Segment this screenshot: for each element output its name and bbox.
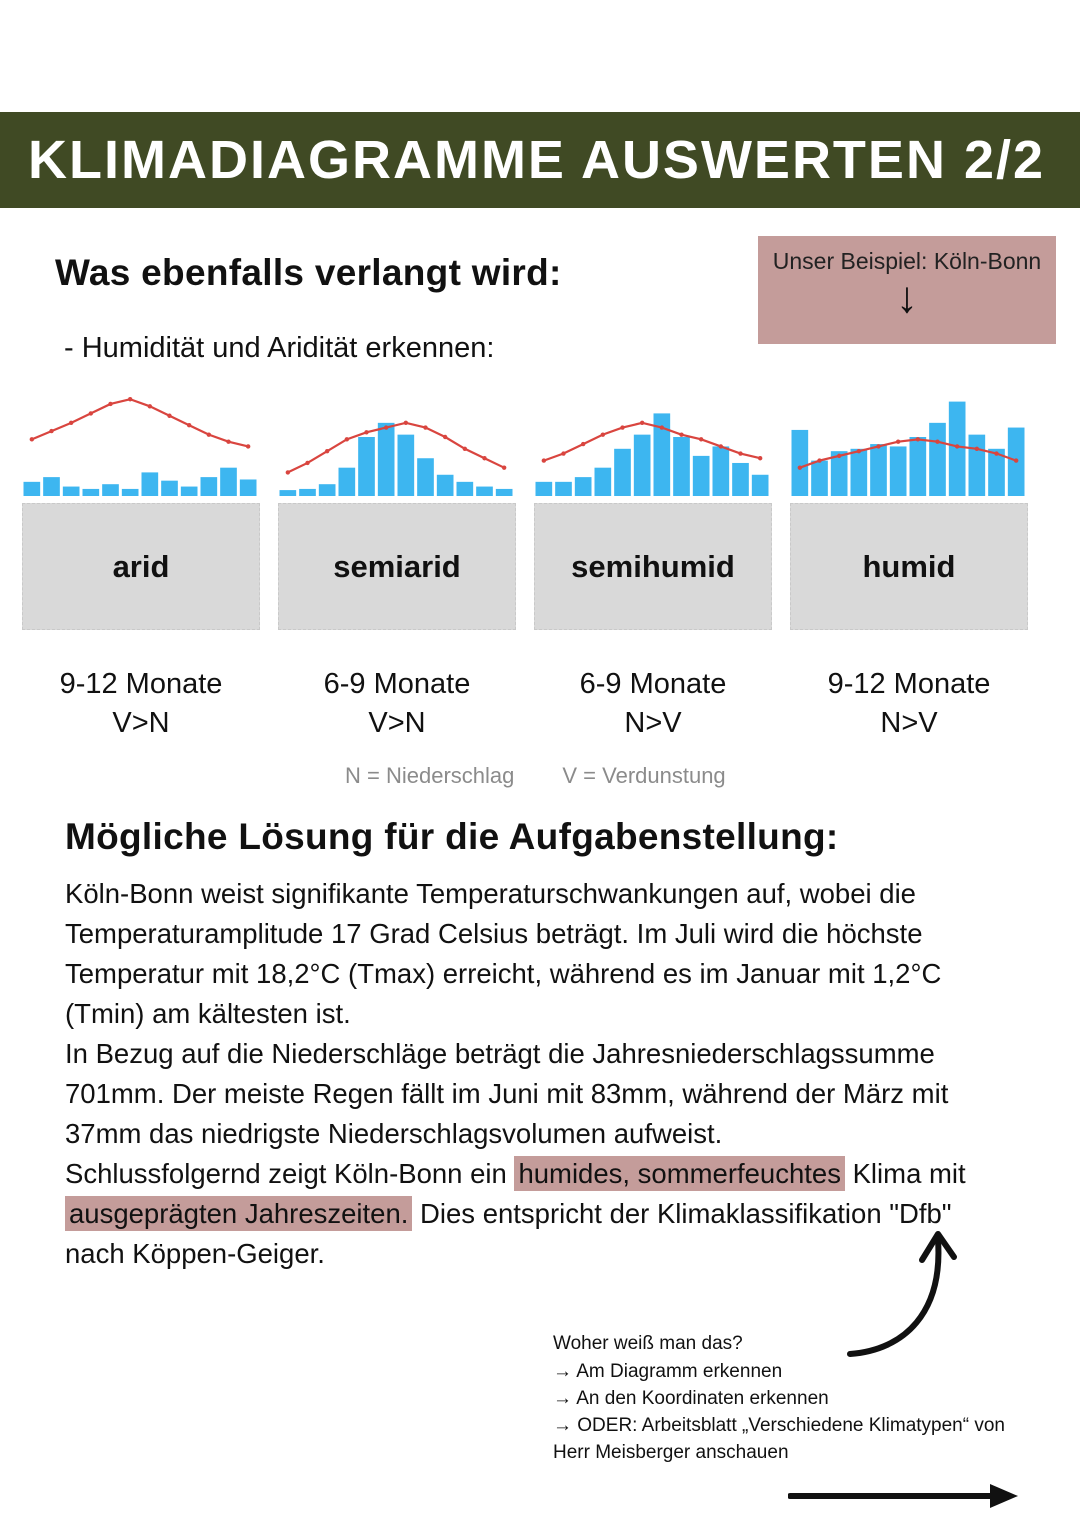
chart-legend [345, 763, 726, 789]
solution-text-segment: Klima mit [844, 1158, 966, 1189]
curved-up-arrow-icon [835, 1222, 985, 1372]
bullet-humidity-aridity: - Humidität und Aridität erkennen: [64, 332, 495, 364]
notes-item: → Am Diagramm erkennen [553, 1361, 783, 1382]
months-text: 6-9 Monate [579, 668, 727, 700]
climate-chart-humid [790, 378, 1028, 498]
solution-text-segment: Schlussfolgernd zeigt Köln-Bonn ein [65, 1158, 515, 1189]
climate-label: semihumid [571, 548, 735, 584]
forward-arrow-icon [788, 1480, 1020, 1512]
notes-item: → An den Koordinaten erkennen [553, 1388, 829, 1409]
highlight-humid-climate: humides, sommerfeuchtes [514, 1156, 845, 1191]
climate-label: semiarid [333, 548, 461, 584]
months-text: 6-9 Monate [323, 668, 471, 700]
relation-text: N>V [880, 707, 938, 739]
legend-niederschlag: N = Niederschlag [345, 763, 515, 788]
notes-question: Woher weiß man das? [553, 1333, 743, 1354]
climate-chart-semihumid [534, 378, 772, 498]
climate-chart-arid [22, 378, 260, 498]
legend-verdunstung: V = Verdunstung [562, 763, 726, 788]
solution-paragraph-1: Köln-Bonn weist signifikante Temperaturschwankungen auf, wobei die Temperaturamplitude 17 Grad Celsius beträgt. Im Juli wird die höchste Temperatur mit 18,2°C (Tmax) erreicht, während es im Januar mit 1,2°C (Tmin) am kältesten ist. [65, 878, 942, 1029]
down-arrow-icon: ↓ [896, 273, 918, 322]
notes-item: → ODER: Arbeitsblatt „Verschiedene Klimatypen“ von Herr Meisberger anschauen [553, 1415, 1005, 1463]
climate-type-humid [790, 378, 1028, 740]
climate-type-arid [22, 378, 260, 740]
climate-label-box-humid [790, 503, 1028, 630]
section-heading-requirements: Was ebenfalls verlangt wird: [55, 252, 562, 293]
solution-paragraph-2: In Bezug auf die Niederschläge beträgt die Jahresniederschlagssumme 701mm. Der meiste Regen fällt im Juni mit 83mm, während der März mit 37mm das niedrigste Niederschlagsvolumen aufweist. [65, 1038, 949, 1149]
page-header [0, 112, 1080, 208]
months-text: 9-12 Monate [59, 668, 223, 700]
climate-label: humid [862, 548, 956, 584]
solution-text-segment: Dies entspricht der Klimaklassifikation "Dfb" nach Köppen-Geiger. [65, 1198, 952, 1269]
climate-label-box-semiarid [278, 503, 516, 630]
example-label: Unser Beispiel: Köln-Bonn [772, 248, 1042, 274]
relation-text: N>V [624, 707, 682, 739]
months-text: 9-12 Monate [827, 668, 991, 700]
relation-text: V>N [368, 707, 426, 739]
highlight-seasons: ausgeprägten Jahreszeiten. [65, 1196, 412, 1231]
climate-label-box-semihumid [534, 503, 772, 630]
section-heading-solution: Mögliche Lösung für die Aufgabenstellung: [65, 816, 839, 857]
page-title: KLIMADIAGRAMME AUSWERTEN 2/2 [28, 130, 1046, 190]
solution-text-block [65, 874, 1010, 1274]
climate-label: arid [112, 548, 170, 584]
climate-chart-semiarid [278, 378, 516, 498]
example-callout [758, 236, 1056, 344]
climate-types-row [22, 378, 1058, 740]
climate-label-box-arid [22, 503, 260, 630]
climate-type-semiarid [278, 378, 516, 740]
relation-text: V>N [112, 707, 170, 739]
climate-type-semihumid [534, 378, 772, 740]
